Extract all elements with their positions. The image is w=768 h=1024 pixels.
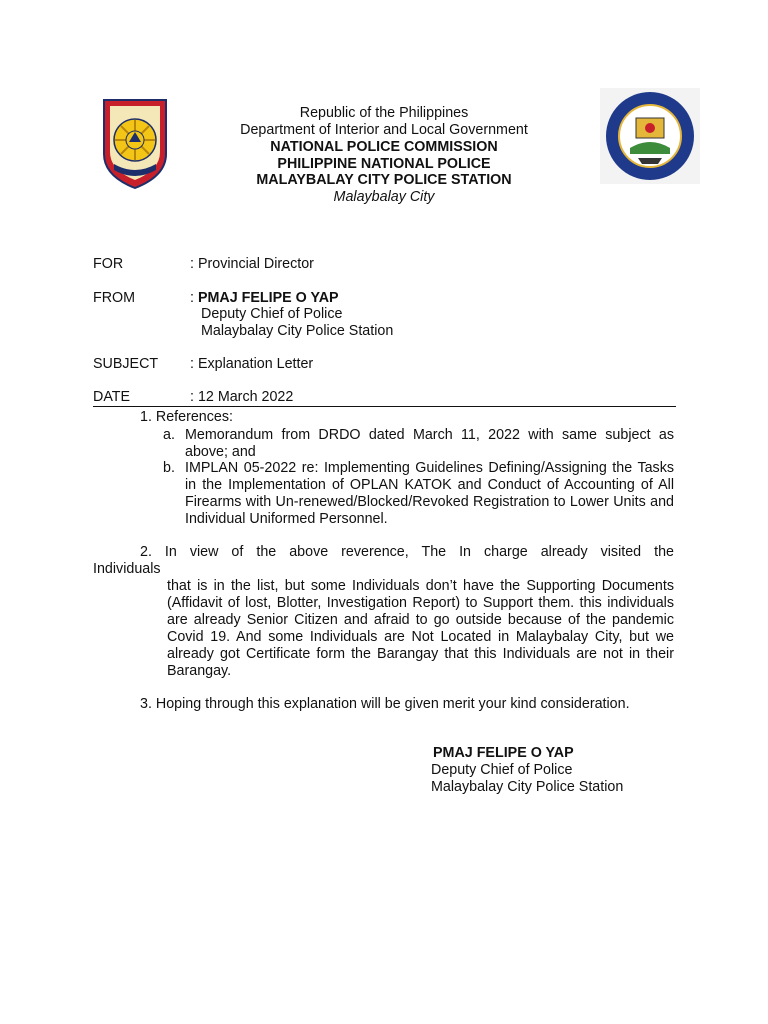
ref-a-text: Memorandum from DRDO dated March 11, 2022 with same subject as above; and — [185, 427, 674, 460]
date-value: : 12 March 2022 — [190, 389, 294, 405]
header-station: MALAYBALAY CITY POLICE STATION — [256, 172, 512, 188]
references-heading: 1. References: — [140, 409, 233, 425]
from-prefix: : — [190, 290, 198, 306]
from-name: PMAJ FELIPE O YAP — [197, 290, 339, 306]
from-office: Malaybalay City Police Station — [201, 323, 394, 339]
subject-label: SUBJECT — [93, 356, 159, 372]
p2-second-line: Individuals — [93, 561, 161, 577]
ref-b-marker: b. — [163, 460, 175, 476]
signature-office: Malaybalay City Police Station — [431, 779, 624, 795]
from-title: Deputy Chief of Police — [201, 306, 343, 322]
for-value: : Provincial Director — [190, 256, 314, 272]
p2-first-line: 2. In view of the above reverence, The In charge already visited the — [140, 544, 674, 560]
for-label: FOR — [93, 256, 124, 272]
header-pnp: PHILIPPINE NATIONAL POLICE — [277, 156, 491, 172]
from-value — [190, 290, 339, 306]
signature-name: PMAJ FELIPE O YAP — [433, 745, 574, 761]
ref-b-text: IMPLAN 05-2022 re: Implementing Guidelines Defining/Assigning the Tasks in the Implementation of OPLAN KATOK and Conduct of Accounting of All Firearms with Un-renewed/Blocked/Revoked Registration to Lower Units and Individual Uniformed Personnel. — [185, 460, 674, 527]
signature-title: Deputy Chief of Police — [431, 762, 573, 778]
header-department: Department of Interior and Local Government — [240, 122, 528, 138]
pnp-seal-logo — [98, 94, 172, 190]
from-label: FROM — [93, 290, 136, 306]
header-city: Malaybalay City — [333, 189, 435, 205]
p3-text: 3. Hoping through this explanation will be given merit your kind consideration. — [140, 696, 630, 712]
header-republic: Republic of the Philippines — [299, 105, 469, 121]
malaybalay-police-seal-logo — [600, 88, 700, 184]
header-divider — [93, 406, 676, 407]
date-label: DATE — [93, 389, 131, 405]
header-napolcom: NATIONAL POLICE COMMISSION — [270, 139, 498, 155]
subject-value: : Explanation Letter — [190, 356, 314, 372]
p2-body: that is in the list, but some Individuals don’t have the Supporting Documents (Affidavit of lost, Blotter, Investigation Report) to Support them. this individuals are already Senior Citizen and afraid to go outside because of the pandemic Covid 19. And some Individuals are Not Located in Malaybalay City, but we already got Certificate form the Barangay that this Individuals are not in their Barangay. — [167, 578, 674, 679]
ref-a-marker: a. — [163, 427, 175, 443]
